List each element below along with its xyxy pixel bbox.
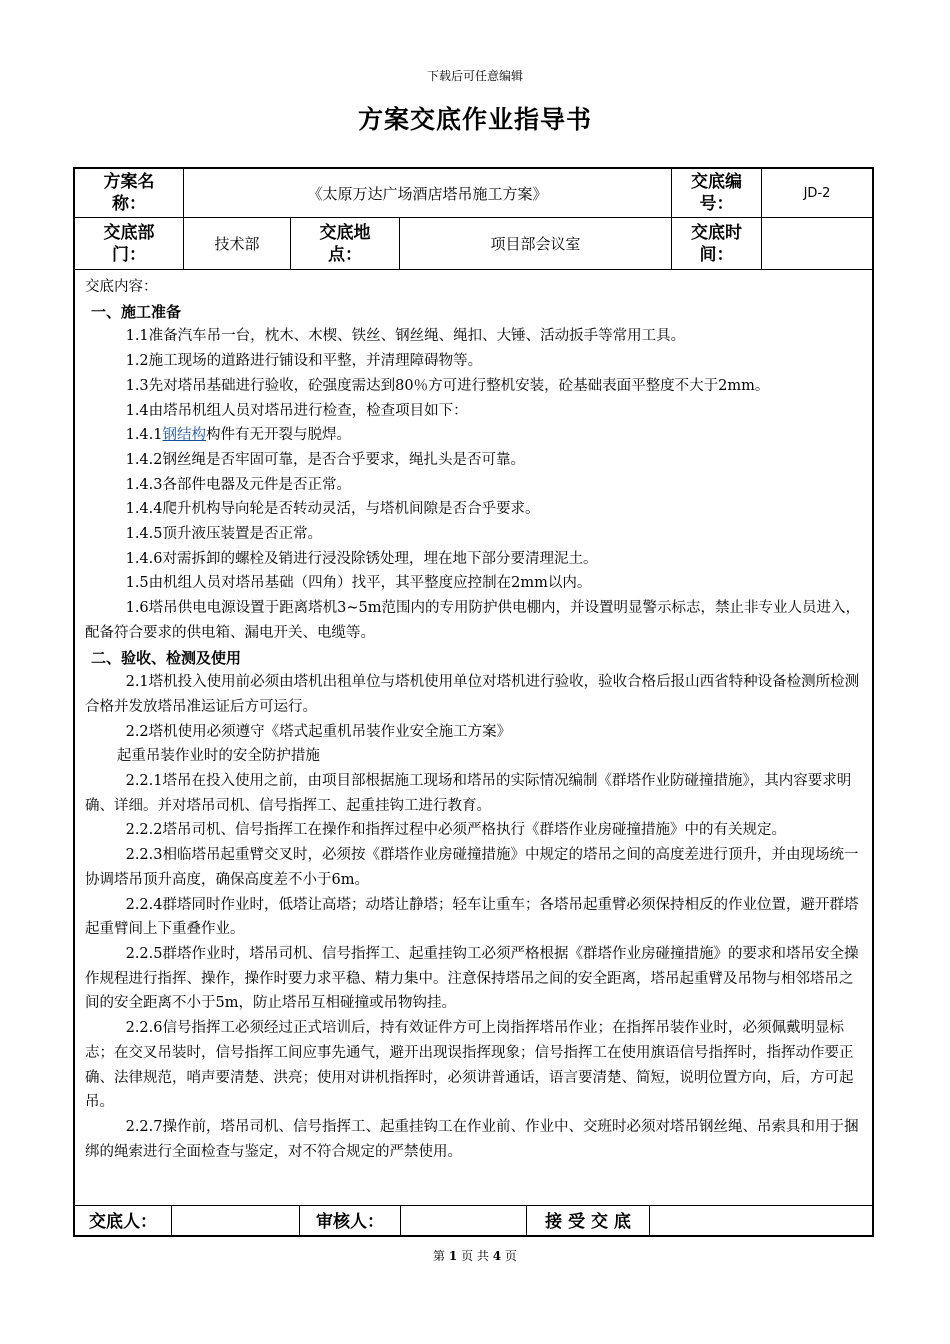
- content-paragraph: 1.5由机组人员对塔吊基础（四角）找平，其平整度应控制在2mm以内。: [125, 575, 592, 592]
- content-paragraph: 1.2施工现场的道路进行铺设和平整，并清理障碍物等。: [125, 353, 483, 370]
- content-paragraph: 1.4.5顶升液压装置是否正常。: [125, 526, 322, 543]
- briefing-number-value: JD-2: [803, 185, 831, 201]
- footer-middle: 页 共: [461, 1249, 489, 1263]
- content-paragraph: 1.4.4爬升机构导向轮是否转动灵活，与塔机间隙是否合乎要求。: [125, 501, 540, 518]
- department-value: 技术部: [214, 235, 260, 253]
- department-label: 交底部门：: [103, 222, 155, 265]
- briefing-content: [85, 275, 867, 1164]
- page-footer: [0, 1247, 950, 1264]
- presenter-label: 交底人：: [89, 1211, 157, 1232]
- row-divider: [75, 269, 872, 270]
- content-paragraph: 2.2.5群塔作业时，塔吊司机、信号指挥工、起重挂钩工必须严格根据《群塔作业房碰撞措施》的要求和塔吊安全操作规程进行指挥、操作，操作时要力求平稳、精力集中。注意保持塔吊之间的安全距离，塔吊起重臂及吊物与相邻塔吊之间的安全距离不小于5m，防止塔吊互相碰撞或吊物钩挂。: [85, 945, 859, 1012]
- item-text: 构件有无开裂与脱焊。: [206, 427, 351, 444]
- content-paragraph: 1.4.6对需拆卸的螺栓及销进行浸没除锈处理，埋在地下部分要清理泥土。: [125, 550, 598, 567]
- footer-prefix: 第: [433, 1249, 446, 1263]
- receiver-label: 接 受 交 底: [545, 1211, 631, 1232]
- content-paragraph: 1.3先对塔吊基础进行验收，砼强度需达到80％方可进行整机安装，砼基础表面平整度不大于2mm。: [125, 377, 770, 394]
- content-paragraph: 2.2.1塔吊在投入使用之前，由项目部根据施工现场和塔吊的实际情况编制《群塔作业防碰撞措施》，其内容要求明确、详细。并对塔吊司机、信号指挥工、起重挂钩工进行教育。: [85, 773, 852, 814]
- scheme-name-label: 方案名称：: [103, 172, 155, 214]
- content-paragraph: 2.2.3相临塔吊起重臂交叉时，必须按《群塔作业房碰撞措施》中规定的塔吊之间的高度差进行顶升，并由现场统一协调塔吊顶升高度，确保高度差不小于6m。: [85, 847, 859, 888]
- briefing-time-value: [762, 218, 872, 269]
- header-note: 下载后可任意编辑: [426, 69, 523, 83]
- content-paragraph: 1.6塔吊供电电源设置于距离塔机3~5m范围内的专用防护供电棚内，并设置明显警示标志，禁止非专业人员进入，配备符合要求的供电箱、漏电开关、电缆等。: [85, 600, 860, 641]
- content-paragraph: 2.2塔机使用必须遵守《塔式起重机吊装作业安全施工方案》: [125, 723, 512, 740]
- reviewer-label: 审核人：: [316, 1211, 384, 1232]
- content-paragraph: 1.4.2钢丝绳是否牢固可靠，是否合乎要求，绳扎头是否可靠。: [125, 451, 525, 468]
- content-paragraph: 起重吊装作业时的安全防护措施: [116, 748, 320, 765]
- section-heading: 二、验收、检测及使用: [91, 648, 242, 667]
- location-value: 项目部会议室: [490, 235, 581, 253]
- content-paragraph: 2.2.2塔吊司机、信号指挥工在操作和指挥过程中必须严格执行《群塔作业房碰撞措施》中的有关规定。: [125, 822, 786, 839]
- reviewer-field[interactable]: [401, 1206, 526, 1237]
- content-paragraph: 1.4由塔吊机组人员对塔吊进行检查，检查项目如下：: [125, 402, 468, 419]
- scheme-name-value: 《太原万达广场酒店塔吊施工方案》: [307, 184, 548, 203]
- briefing-time-label: 交底时间：: [691, 222, 742, 265]
- steel-structure-link[interactable]: 钢结构: [162, 427, 206, 444]
- item-prefix: 1.4.1: [125, 427, 163, 444]
- footer-suffix: 页: [504, 1249, 517, 1263]
- document-title: 方案交底作业指导书: [357, 105, 592, 134]
- content-paragraph: 2.1塔机投入使用前必须由塔机出租单位与塔机使用单位对塔机进行验收，验收合格后报山西省特种设备检测所检测合格并发放塔吊准运证后方可运行。: [85, 674, 860, 715]
- page-number: 1: [448, 1249, 458, 1263]
- presenter-field[interactable]: [172, 1206, 299, 1237]
- content-intro: 交底内容：: [85, 279, 158, 295]
- section-heading: 一、施工准备: [91, 302, 182, 321]
- content-paragraph: 2.2.4群塔同时作业时，低塔让高塔；动塔让静塔；轻车让重车；各塔吊起重臂必须保持相反的作业位置，避开群塔起重臂间上下重叠作业。: [85, 896, 859, 938]
- content-paragraph: 1.4.3各部件电器及元件是否正常。: [125, 476, 351, 493]
- content-paragraph: 2.2.6信号指挥工必须经过正式培训后，持有效证件方可上岗指挥塔吊作业；在指挥吊装作业时，必须佩戴明显标志；在交叉吊装时，信号指挥工间应事先通气，避开出现误指挥现象；信号指挥工在使用旗语信号指挥时，指挥动作要正确、法律规范，哨声要清楚、洪亮；使用对讲机指挥时，必须讲普通话，语言要清楚、简短，说明位置方向，后，方可起吊。: [85, 1020, 854, 1111]
- content-paragraph: [85, 423, 867, 448]
- briefing-number-label: 交底编号：: [691, 172, 742, 214]
- content-paragraph: 2.2.7操作前，塔吊司机、信号指挥工、起重挂钩工在作业前、作业中、交班时必须对塔吊钢丝绳、吊索具和用于捆绑的绳索进行全面检查与鉴定，对不符合规定的严禁使用。: [85, 1118, 859, 1160]
- content-paragraph: 1.1准备汽车吊一台，枕木、木楔、铁丝、钢丝绳、绳扣、大锤、活动扳手等常用工具。: [125, 328, 686, 345]
- briefing-table: [73, 167, 874, 1237]
- location-label: 交底地点：: [319, 222, 371, 265]
- receiver-field[interactable]: [650, 1206, 872, 1237]
- page-total: 4: [492, 1249, 502, 1263]
